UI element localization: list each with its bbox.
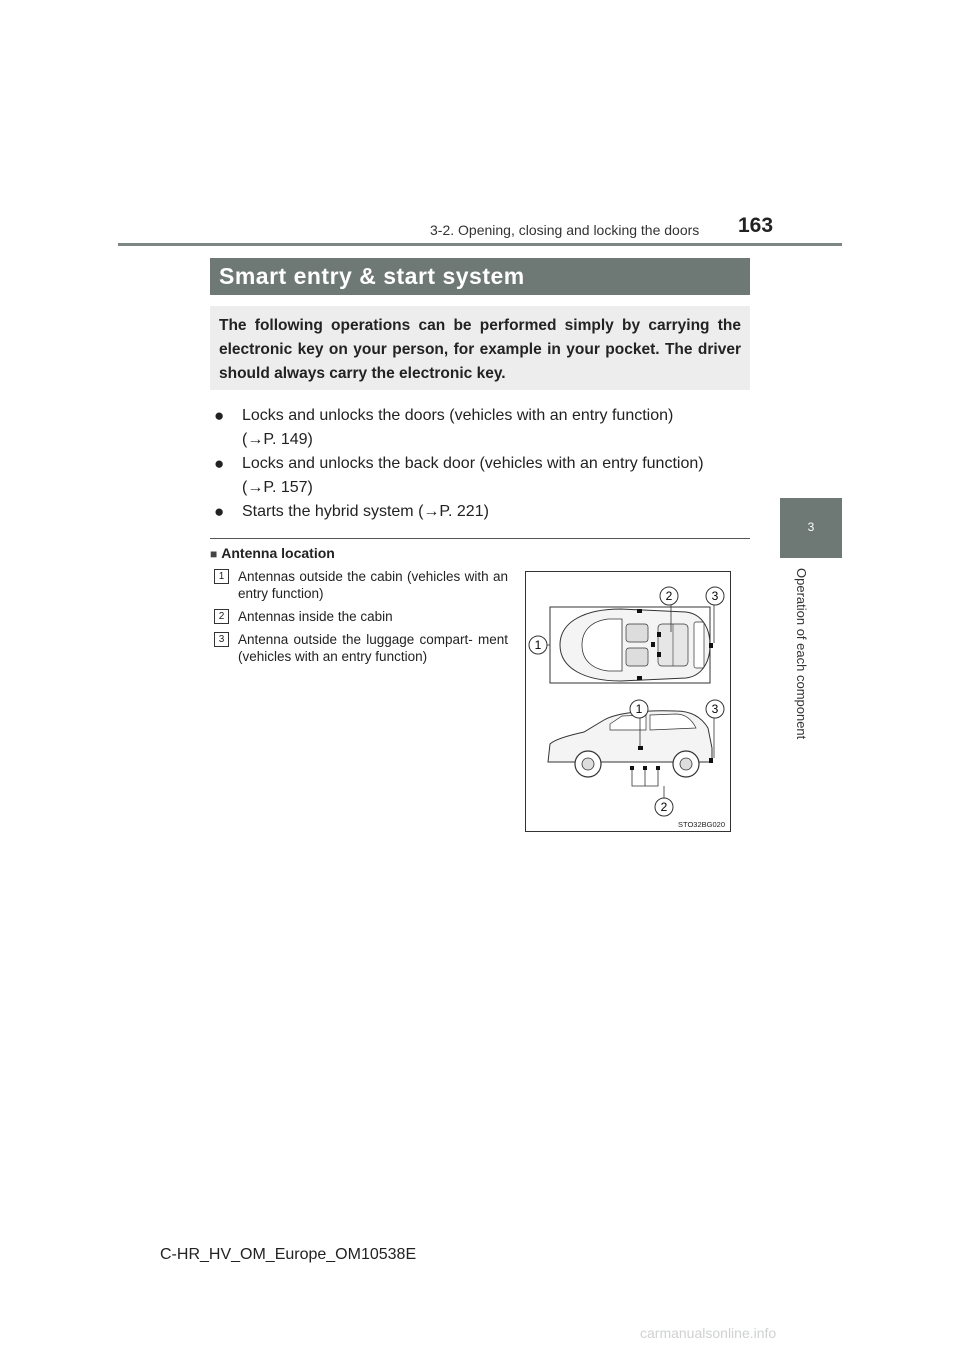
page-reference-link[interactable]: (→P. 157) bbox=[242, 479, 313, 496]
section-reference: 3-2. Opening, closing and locking the doors bbox=[430, 222, 700, 238]
callout-1-top: 1 bbox=[534, 638, 542, 652]
antenna-legend bbox=[214, 568, 508, 671]
intro-text: The following operations can be performed simply by carrying the electronic key on your person, for example in your pocket. The driver should always carry the electronic key. bbox=[219, 317, 741, 382]
list-item bbox=[214, 452, 749, 500]
car-diagram bbox=[526, 572, 730, 831]
header-divider bbox=[118, 243, 842, 246]
bullet-icon: ● bbox=[214, 502, 225, 521]
square-bullet-icon: ■ bbox=[210, 547, 218, 561]
callout-number: 1 bbox=[214, 569, 229, 584]
bullet-icon: ● bbox=[214, 406, 225, 425]
list-item-text: Locks and unlocks the back door (vehicles with an entry function) bbox=[242, 455, 704, 472]
page-title-bar bbox=[210, 258, 750, 295]
antenna-location-figure bbox=[525, 571, 731, 832]
list-item bbox=[214, 500, 749, 524]
callout-number: 2 bbox=[214, 609, 229, 624]
list-item bbox=[214, 404, 749, 452]
subsection-heading-text: Antenna location bbox=[221, 545, 335, 561]
legend-item bbox=[214, 608, 508, 625]
callout-2-side: 2 bbox=[660, 800, 668, 814]
watermark-link[interactable]: carmanualsonline.info bbox=[640, 1325, 777, 1341]
list-item-text: Locks and unlocks the doors (vehicles with an entry function) bbox=[242, 407, 674, 424]
section-divider bbox=[210, 538, 750, 539]
document-id: C-HR_HV_OM_Europe_OM10538E bbox=[160, 1246, 417, 1263]
chapter-label: Operation of each component bbox=[794, 568, 809, 740]
page-number: 163 bbox=[738, 214, 774, 237]
chapter-tab bbox=[780, 498, 842, 558]
legend-item bbox=[214, 631, 508, 665]
page-reference-link[interactable]: (→P. 149) bbox=[242, 431, 313, 448]
legend-text: Antennas outside the cabin (vehicles with an entry function) bbox=[238, 569, 508, 601]
callout-3-side: 3 bbox=[711, 702, 719, 716]
callout-number: 3 bbox=[214, 632, 229, 647]
callout-1-side: 1 bbox=[635, 702, 643, 716]
chapter-number: 3 bbox=[807, 520, 815, 534]
page-title: Smart entry & start system bbox=[219, 263, 525, 289]
figure-code: STO32BG020 bbox=[678, 820, 725, 829]
feature-list bbox=[214, 404, 749, 524]
subsection-heading bbox=[210, 545, 335, 561]
callout-3-top: 3 bbox=[711, 589, 719, 603]
legend-item bbox=[214, 568, 508, 602]
legend-text: Antenna outside the luggage compart- ment (vehicles with an entry function) bbox=[238, 632, 508, 664]
legend-text: Antennas inside the cabin bbox=[238, 609, 393, 624]
bullet-icon: ● bbox=[214, 454, 225, 473]
list-item-text: Starts the hybrid system (→P. 221) bbox=[242, 503, 489, 520]
intro-box bbox=[210, 306, 750, 390]
callout-2-top: 2 bbox=[665, 589, 673, 603]
